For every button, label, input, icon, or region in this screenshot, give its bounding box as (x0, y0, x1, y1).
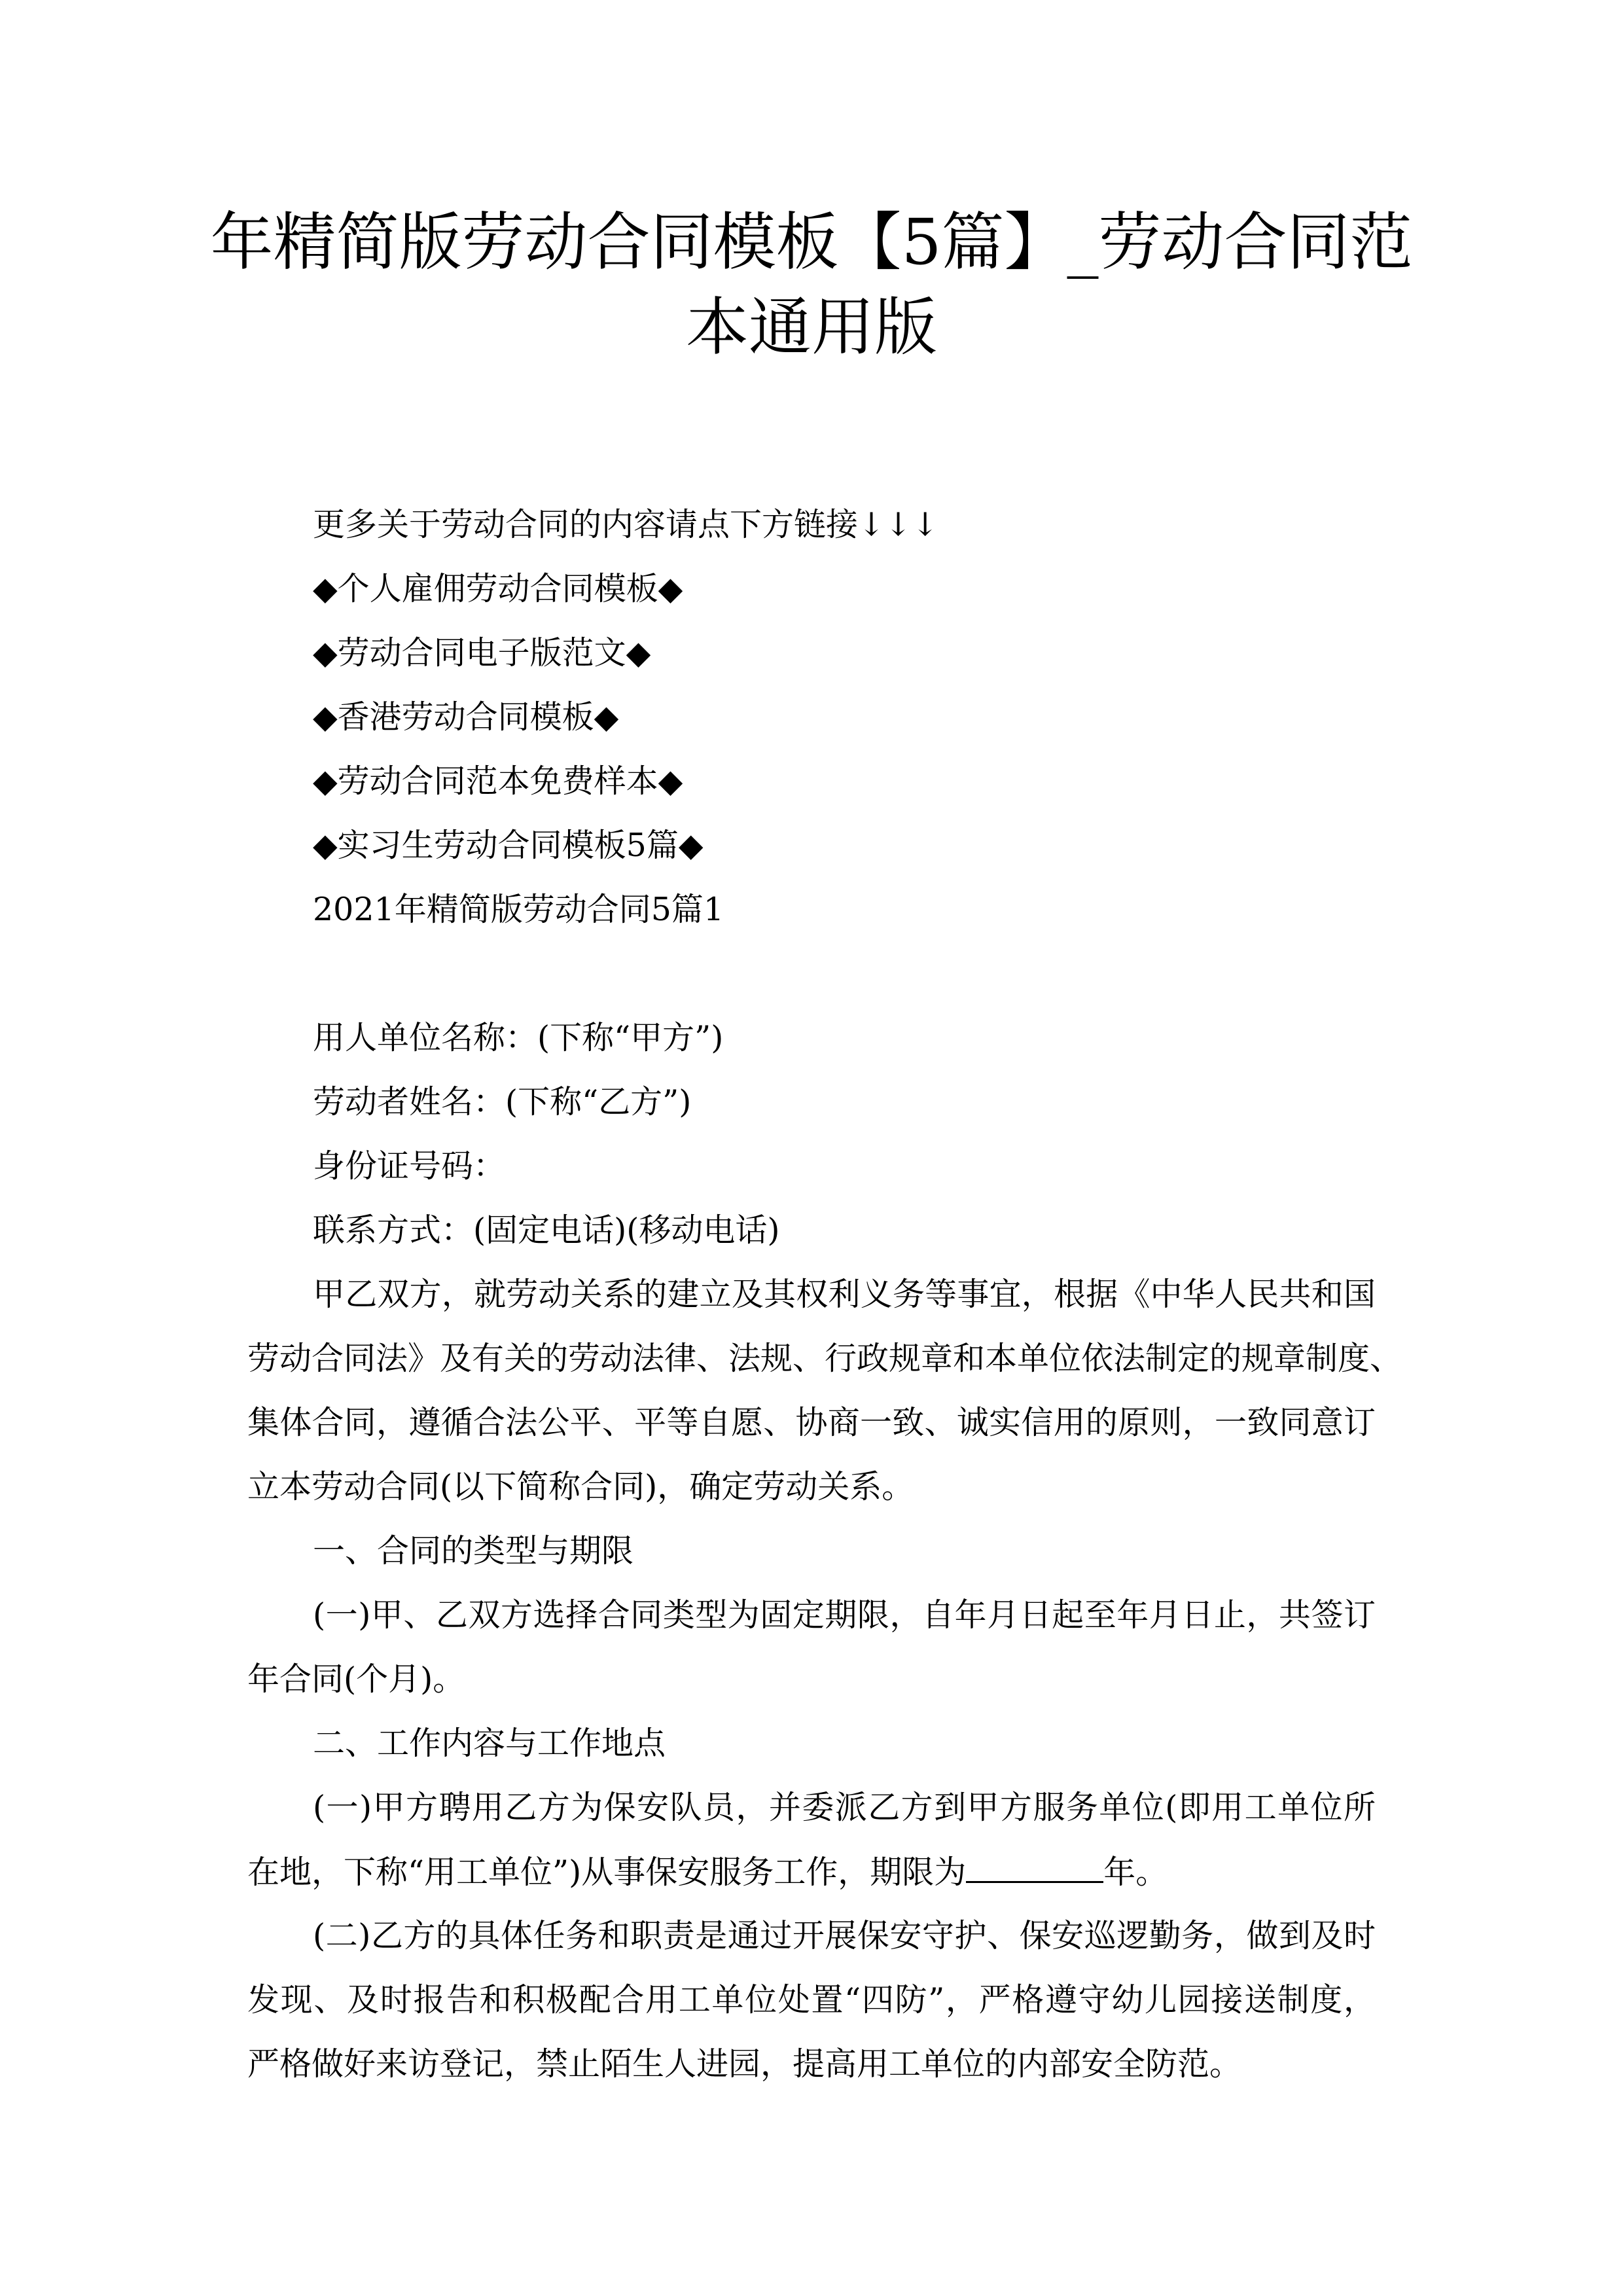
term-blank-line (966, 1852, 1103, 1883)
clause-1-item-1-line-2: 年合同(个月)。 (247, 1660, 465, 1698)
clause-1-item-1-line-1: (一)甲、乙双方选择合同类型为固定期限，自年月日起至年月日止，共签订 (313, 1596, 1376, 1634)
clause-1-heading: 一、合同的类型与期限 (313, 1532, 634, 1570)
preamble-line-4: 立本劳动合同(以下简称合同)，确定劳动关系。 (247, 1468, 914, 1505)
preamble-line-1: 甲乙双方，就劳动关系的建立及其权利义务等事宜，根据《中华人民共和国 (313, 1276, 1376, 1313)
document-title-line-1: 年精简版劳动合同模板【5篇】_劳动合同范 (210, 206, 1413, 279)
clause-2-item-2-line-3: 严格做好来访登记，禁止陌生人进园，提高用工单位的内部安全防范。 (247, 2045, 1242, 2083)
related-link-free-sample[interactable]: ◆劳动合同范本免费样本◆ (313, 762, 683, 800)
links-intro: 更多关于劳动合同的内容请点下方链接↓↓↓ (313, 506, 939, 543)
clause-2-item-2-line-2: 发现、及时报告和积极配合用工单位处置“四防”，严格遵守幼儿园接送制度， (247, 1981, 1376, 2018)
clause-2-item-1-line-1: (一)甲方聘用乙方为保安队员，并委派乙方到甲方服务单位(即用工单位所 (313, 1789, 1376, 1826)
clause-2-item-1-line-2-suffix: 年。 (1103, 1854, 1168, 1891)
related-link-hongkong-contract[interactable]: ◆香港劳动合同模板◆ (313, 698, 619, 736)
preamble-line-3: 集体合同，遵循合法公平、平等自愿、协商一致、诚实信用的原则，一致同意订 (247, 1404, 1376, 1441)
party-b-field: 劳动者姓名：(下称“乙方”) (313, 1083, 692, 1121)
related-link-intern-contract[interactable]: ◆实习生劳动合同模板5篇◆ (313, 827, 704, 864)
id-number-field: 身份证号码： (313, 1147, 506, 1185)
clause-2-item-1-line-2 (247, 1852, 1168, 1892)
related-link-personal-contract[interactable]: ◆个人雇佣劳动合同模板◆ (313, 570, 683, 607)
document-title-line-2: 本通用版 (686, 291, 937, 364)
clause-2-item-1-line-2-text: 在地，下称“用工单位”)从事保安服务工作，期限为 (247, 1854, 967, 1891)
clause-2-item-2-line-1: (二)乙方的具体任务和职责是通过开展保安守护、保安巡逻勤务，做到及时 (313, 1917, 1376, 1954)
section-heading: 2021年精简版劳动合同5篇1 (313, 891, 724, 928)
clause-2-heading: 二、工作内容与工作地点 (313, 1725, 666, 1762)
related-link-electronic-contract[interactable]: ◆劳动合同电子版范文◆ (313, 634, 651, 672)
party-a-field: 用人单位名称：(下称“甲方”) (313, 1019, 724, 1056)
preamble-line-2: 劳动合同法》及有关的劳动法律、法规、行政规章和本单位依法制定的规章制度、 (247, 1340, 1402, 1377)
contact-field: 联系方式：(固定电话)(移动电话) (313, 1211, 780, 1249)
